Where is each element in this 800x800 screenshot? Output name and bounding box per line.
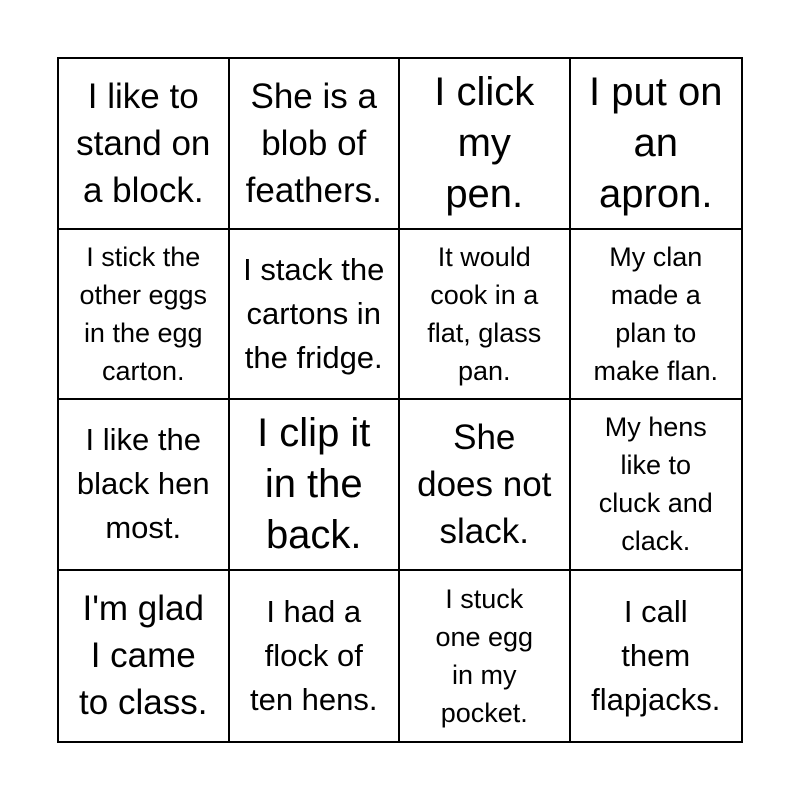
bingo-cell-text: I stack the cartons in the fridge. bbox=[243, 251, 385, 375]
bingo-cell[interactable] bbox=[230, 230, 401, 401]
bingo-cell-text: She does not slack. bbox=[417, 417, 552, 551]
bingo-cell-text: I had a flock of ten hens. bbox=[249, 593, 378, 717]
bingo-cell-text: I like to stand on a block. bbox=[76, 76, 211, 210]
bingo-cell-text: My clan made a plan to make flan. bbox=[593, 241, 719, 386]
bingo-cell-text: I'm glad I came to class. bbox=[79, 589, 208, 723]
bingo-cell[interactable] bbox=[230, 59, 401, 230]
bingo-cell[interactable] bbox=[400, 230, 571, 401]
bingo-cell[interactable] bbox=[59, 571, 230, 742]
bingo-cell[interactable] bbox=[230, 571, 401, 742]
bingo-cell[interactable] bbox=[59, 59, 230, 230]
bingo-cell[interactable] bbox=[59, 400, 230, 571]
bingo-board bbox=[57, 57, 743, 743]
bingo-cell[interactable] bbox=[571, 571, 742, 742]
bingo-cell-text: I like the black hen most. bbox=[76, 422, 210, 546]
bingo-cell[interactable] bbox=[571, 400, 742, 571]
bingo-cell-text: My hens like to cluck and clack. bbox=[598, 412, 713, 557]
bingo-cell-text: I click my pen. bbox=[434, 69, 535, 216]
bingo-cell-text: She is a blob of feathers. bbox=[245, 76, 382, 210]
bingo-cell[interactable] bbox=[571, 59, 742, 230]
bingo-cell[interactable] bbox=[400, 59, 571, 230]
bingo-cell-text: I clip it in the back. bbox=[257, 410, 371, 557]
bingo-cell[interactable] bbox=[400, 400, 571, 571]
bingo-cell-text: I stuck one egg in my pocket. bbox=[435, 583, 534, 728]
bingo-cell-text: I put on an apron. bbox=[589, 69, 723, 216]
bingo-cell-text: I stick the other eggs in the egg carton. bbox=[79, 241, 208, 386]
bingo-cell[interactable] bbox=[571, 230, 742, 401]
bingo-cell[interactable] bbox=[400, 571, 571, 742]
bingo-cell-text: It would cook in a flat, glass pan. bbox=[427, 241, 542, 386]
bingo-cell[interactable] bbox=[59, 230, 230, 401]
bingo-cell[interactable] bbox=[230, 400, 401, 571]
bingo-cell-text: I call them flapjacks. bbox=[591, 593, 721, 717]
